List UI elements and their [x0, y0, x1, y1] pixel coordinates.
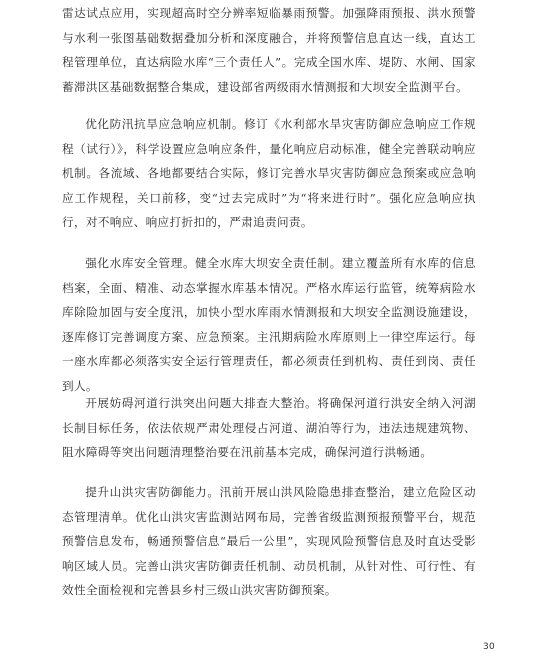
paragraph-emergency-response: 优化防汛抗旱应急响应机制。修订《水利部水旱灾害防御应急响应工作规程（试行）》，科学设置应急响应条件，量化响应启动标准，健全完善联动响应机制。各流域、各地都要结合实际，修订完善水旱灾害防御应急预案或应急响应工作规程，关口前移，变“过去完成时”为“将来进行时”。强化应急响应执行，对不响应、响应打折扣的，严肃追责问责。 [62, 117, 476, 229]
paragraph-radar-warning: 雷达试点应用，实现超高时空分辨率短临暴雨预警。加强降雨预报、洪水预警与水利一张图基础数据叠加分析和深度融合，并将预警信息直达一线，直达工程管理单位，直达病险水库“三个责任人”。完成全国水库、堤防、水闸、国家蓄滞洪区基础数据整合集成，建设部省两级雨水情测报和大坝安全监测平台。 [62, 6, 476, 94]
page-number: 30 [482, 642, 495, 652]
paragraph-reservoir-safety: 强化水库安全管理。健全水库大坝安全责任制。建立覆盖所有水库的信息档案，全面、精准、动态掌握水库基本情况。严格水库运行监管，统筹病险水库除险加固与安全度汛，加快小型水库雨水情测报和大坝安全监测设施建设，逐库修订完善调度方案、应急预案。主汛期病险水库原则上一律空库运行。每一座水库都必须落实安全运行管理责任，都必须责任到机构、责任到岗、责任到人。 [62, 256, 476, 393]
paragraph-river-channel: 开展妨碍河道行洪突出问题大排查大整治。将确保河道行洪安全纳入河湖长制目标任务，依法依规严肃处理侵占河道、湖泊等行为，违法违规建筑物、阻水障碍等突出问题清理整治要在汛前基本完成，确保河道行洪畅通。 [62, 396, 476, 459]
paragraph-flash-flood: 提升山洪灾害防御能力。汛前开展山洪风险隐患排查整治，建立危险区动态管理清单。优化山洪灾害监测站网布局，完善省级监测预报预警平台，规范预警信息发布，畅通预警信息“最后一公里”，实现风险预警信息及时直达受影响区域人员。完善山洪灾害防御责任机制、动员机制，从针对性、可行性、有效性全面检视和完善县乡村三级山洪灾害防御预案。 [62, 485, 476, 597]
